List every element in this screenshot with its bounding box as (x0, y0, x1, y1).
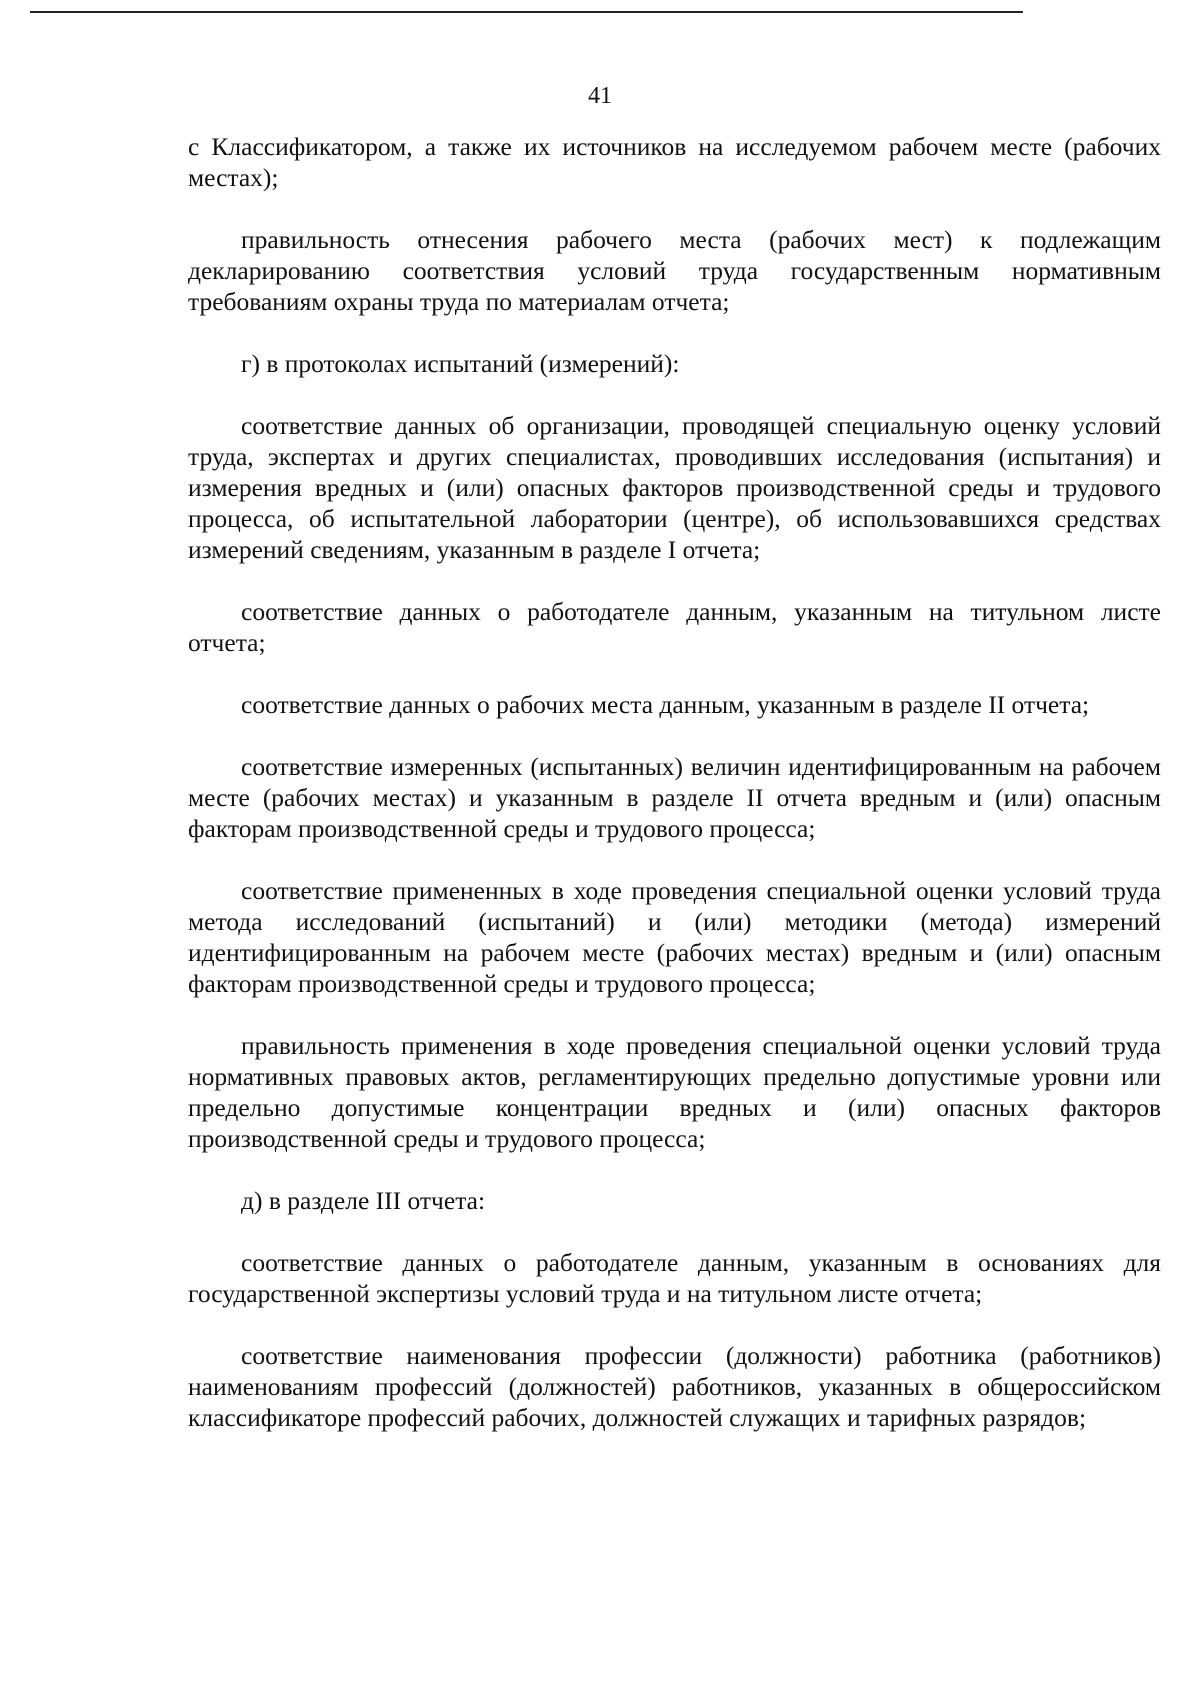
paragraph: соответствие данных о работодателе данным, указанным в основаниях для государственной экспертизы условий труда и на титульном листе отчета; (188, 1248, 1161, 1308)
page-number: 41 (588, 83, 612, 109)
paragraph: соответствие наименования профессии (должности) работника (работников) наименованиям профессий (должностей) работников, указанных в общероссийском классификаторе профессий рабочих, должностей служащих и тарифных разрядов; (188, 1341, 1161, 1432)
paragraph: правильность отнесения рабочего места (рабочих мест) к подлежащим декларированию соответствия условий труда государственным нормативным требованиям охраны труда по материалам отчета; (188, 225, 1161, 316)
scan-top-rule (30, 11, 1023, 13)
paragraph-continuation: с Классификатором, а также их источников на исследуемом рабочем месте (рабочих местах); (188, 132, 1161, 192)
paragraph: соответствие примененных в ходе проведения специальной оценки условий труда метода исследований (испытаний) и (или) методики (метода) измерений идентифицированным на рабочем месте (рабочих местах) вредным и (или) опасным факторам производственной среды и трудового процесса; (188, 876, 1161, 998)
paragraph: соответствие измеренных (испытанных) величин идентифицированным на рабочем месте (рабочих местах) и указанным в разделе II отчета вредным и (или) опасным факторам производственной среды и трудового процесса; (188, 752, 1161, 843)
document-body (188, 131, 1161, 1464)
paragraph: соответствие данных о работодателе данным, указанным на титульном листе отчета; (188, 597, 1161, 657)
paragraph: соответствие данных о рабочих места данным, указанным в разделе II отчета; (241, 690, 1090, 719)
paragraph-subsection-g: г) в протоколах испытаний (измерений): (241, 349, 680, 378)
paragraph: правильность применения в ходе проведения специальной оценки условий труда нормативных правовых актов, регламентирующих предельно допустимые уровни или предельно допустимые концентрации вредных и (или) опасных факторов производственной среды и трудового процесса; (188, 1031, 1161, 1153)
paragraph: соответствие данных об организации, проводящей специальную оценку условий труда, экспертах и других специалистах, проводивших исследования (испытания) и измерения вредных и (или) опасных факторов производственной среды и трудового процесса, об испытательной лаборатории (центре), об использовавшихся средствах измерений сведениям, указанным в разделе I отчета; (188, 411, 1161, 564)
paragraph-subsection-d: д) в разделе III отчета: (241, 1186, 486, 1215)
